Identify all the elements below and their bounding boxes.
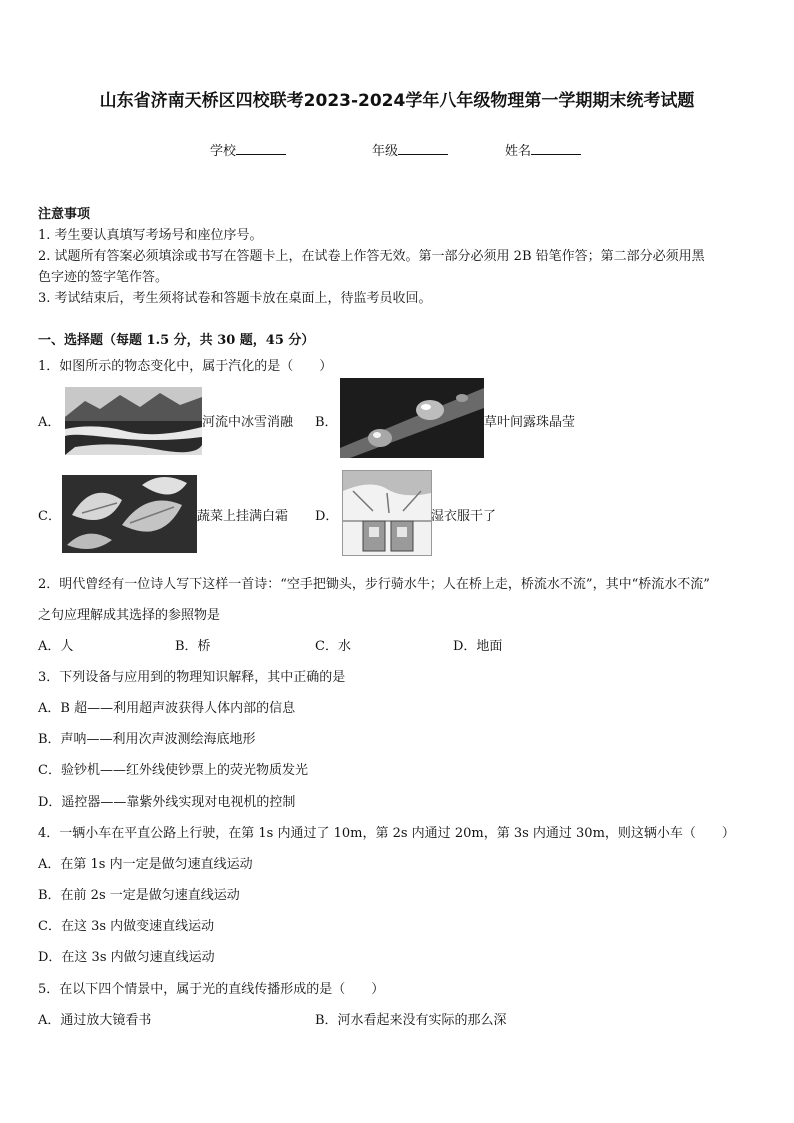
- q1-option-a-text: 河流中冰雪消融: [202, 415, 294, 430]
- q4-option-c: C．在这 3s 内做变速直线运动: [38, 919, 215, 934]
- notes-heading: 注意事项: [38, 207, 91, 222]
- q1-option-a-label: A．: [38, 415, 61, 430]
- q3-option-c: C．验钞机——红外线使钞票上的荧光物质发光: [38, 763, 308, 778]
- question-4-stem: 4．一辆小车在平直公路上行驶，在第 1s 内通过了 10m，第 2s 内通过 20m，第 3s 内通过 30m，则这辆小车（ ）: [38, 826, 735, 841]
- question-5-stem: 5．在以下四个情景中，属于光的直线传播形成的是（ ）: [38, 982, 385, 997]
- q4-option-a: A．在第 1s 内一定是做匀速直线运动: [38, 857, 253, 872]
- school-field: [210, 140, 286, 159]
- school-label: 学校: [210, 144, 237, 159]
- drying-clothes-icon: [343, 471, 431, 555]
- q3-option-b: B．声呐——利用次声波测绘海底地形: [38, 732, 256, 747]
- q1-option-c-label: C．: [38, 509, 61, 524]
- question-3-stem: 3．下列设备与应用到的物理知识解释，其中正确的是: [38, 670, 346, 685]
- question-2-stem: 2．明代曾经有一位诗人写下这样一首诗：“空手把锄头，步行骑水牛；人在桥上走，桥流水不流”，其中“桥流水不流”: [38, 577, 710, 592]
- q1-option-d-text: 湿衣服干了: [431, 509, 497, 524]
- name-field: [505, 140, 581, 159]
- q1-option-c-text: 蔬菜上挂满白霜: [197, 509, 289, 524]
- q4-option-b: B．在前 2s 一定是做匀速直线运动: [38, 888, 240, 903]
- school-blank: [236, 142, 286, 155]
- q4-option-d: D．在这 3s 内做匀速直线运动: [38, 950, 215, 965]
- name-label: 姓名: [505, 144, 532, 159]
- dew-drops-icon: [340, 378, 484, 458]
- q2-option-d: D．地面: [453, 639, 503, 654]
- question-2-stem-cont: 之句应理解成其选择的参照物是: [38, 608, 221, 623]
- notes-item: 3. 考试结束后，考生须将试卷和答题卡放在桌面上，待监考员收回。: [38, 291, 432, 306]
- section-heading: 一、选择题（每题 1.5 分，共 30 题，45 分）: [38, 333, 315, 348]
- q3-option-d: D．遥控器——靠紫外线实现对电视机的控制: [38, 795, 296, 810]
- question-1-stem: 1．如图所示的物态变化中，属于汽化的是（ ）: [38, 359, 333, 374]
- name-blank: [531, 142, 581, 155]
- q2-option-b: B．桥: [175, 639, 211, 654]
- q5-option-a: A．通过放大镜看书: [38, 1013, 152, 1028]
- melting-river-image: [65, 387, 202, 455]
- q1-option-b-label: B．: [315, 415, 338, 430]
- frost-vegetables-image: [62, 475, 197, 553]
- q2-option-c: C．水: [315, 639, 351, 654]
- q5-option-b: B．河水看起来没有实际的那么深: [315, 1013, 507, 1028]
- grade-blank: [398, 142, 448, 155]
- q3-option-a: A．B 超——利用超声波获得人体内部的信息: [38, 701, 296, 716]
- grade-label: 年级: [372, 144, 399, 159]
- page-title: 山东省济南天桥区四校联考2023-2024学年八年级物理第一学期期末统考试题: [99, 91, 695, 111]
- melting-river-icon: [65, 387, 202, 455]
- notes-item: 2. 试题所有答案必须填涂或书写在答题卡上，在试卷上作答无效。第一部分必须用 2B 铅笔作答；第二部分必须用黑: [38, 249, 705, 264]
- notes-item: 色字迹的签字笔作答。: [38, 270, 169, 285]
- q1-option-d-label: D．: [315, 509, 339, 524]
- notes-item: 1. 考生要认真填写考场号和座位序号。: [38, 228, 263, 243]
- q1-option-b-text: 草叶间露珠晶莹: [484, 415, 576, 430]
- frost-leaves-icon: [62, 475, 197, 553]
- q2-option-a: A．人: [38, 639, 74, 654]
- grade-field: [372, 140, 448, 159]
- drying-clothes-image: [342, 470, 432, 556]
- dew-drops-image: [340, 378, 484, 458]
